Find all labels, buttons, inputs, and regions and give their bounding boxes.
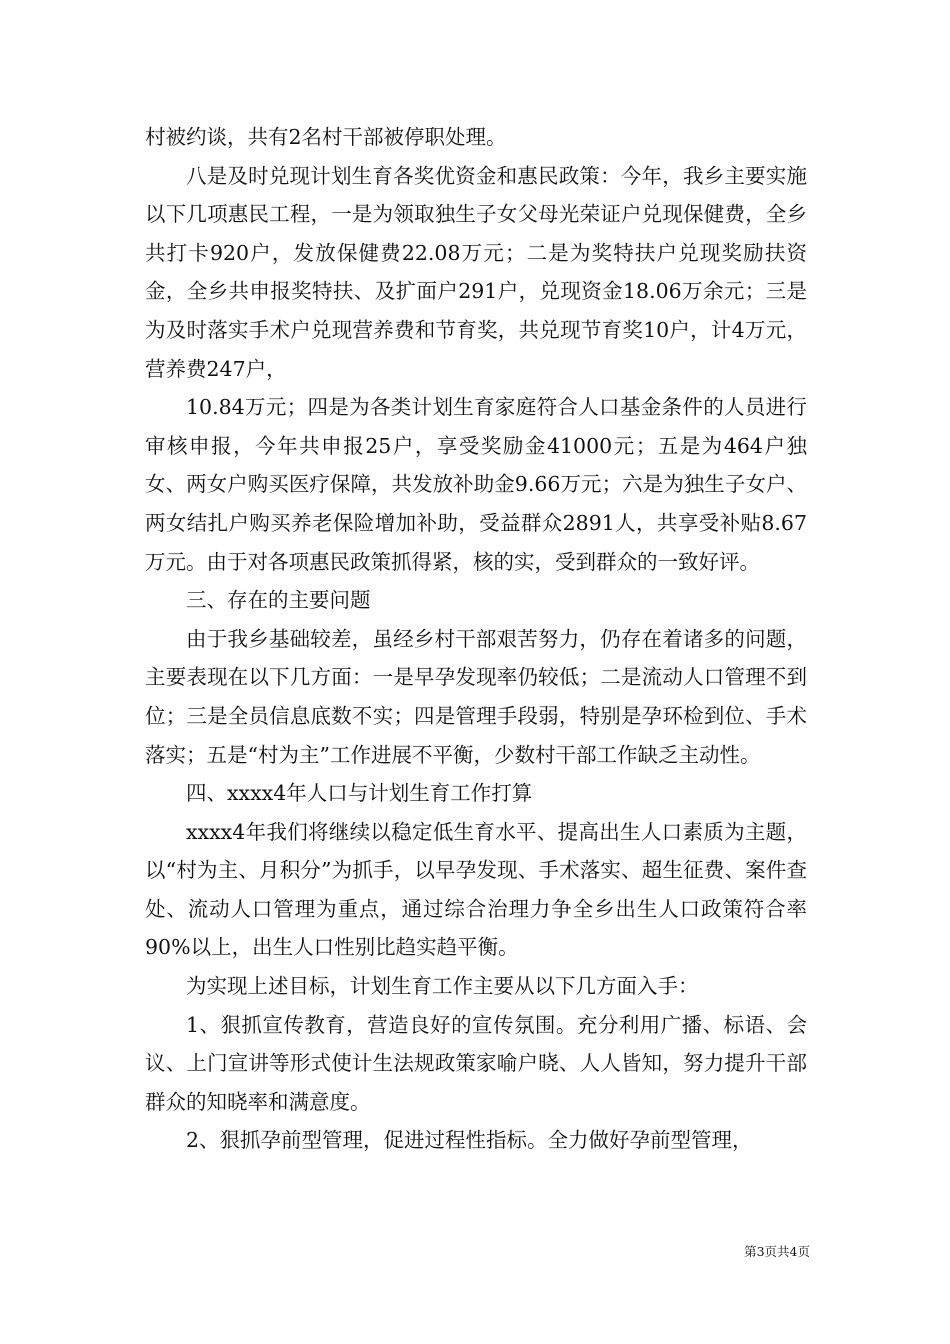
paragraph: 村被约谈，共有2名村干部被停职处理。 bbox=[145, 125, 507, 149]
paragraph: xxxx4年我们将继续以稳定低生育水平、提高出生人口素质为主题，以“村为主、月积分”为抓手，以早孕发现、手术落实、超生征费、案件查处、流动人口管理为重点，通过综合治理力争全乡出生人口政策符合率90%以上，出生人口性别比趋实趋平衡。 bbox=[145, 819, 807, 960]
paragraph: 八是及时兑现计划生育各奖优资金和惠民政策：今年，我乡主要实施以下几项惠民工程，一是为领取独生子女父母光荣证户兑现保健费，全乡共打卡920户，发放保健费22.08万元；二是为奖特扶户兑现奖励扶资金，全乡共申报奖特扶、及扩面户291户，兑现资金18.06万余元；三是为及时落实手术户兑现营养费和节育奖，共兑现节育奖10户，计4万元，营养费247户， bbox=[145, 163, 807, 381]
list-item: 2、狠抓孕前型管理，促进过程性指标。全力做好孕前型管理， bbox=[186, 1128, 753, 1153]
list-item: 1、狠抓宣传教育，营造良好的宣传氛围。充分利用广播、标语、会议、上门宣讲等形式使计生法规政策家喻户晓、人人皆知，努力提升干部群众的知晓率和满意度。 bbox=[145, 1012, 807, 1114]
document-body bbox=[145, 118, 807, 1160]
section-heading: 三、存在的主要问题 bbox=[186, 588, 371, 613]
paragraph: 由于我乡基础较差，虽经乡村干部艰苦努力，仍存在着诸多的问题，主要表现在以下几方面：一是早孕发现率仍较低；二是流动人口管理不到位；三是全员信息底数不实；四是管理手段弱，特别是孕环检到位、手术落实；五是“村为主”工作进展不平衡，少数村干部工作缺乏主动性。 bbox=[145, 626, 807, 767]
paragraph: 为实现上述目标，计划生育工作主要从以下几方面入手： bbox=[186, 974, 699, 999]
page-number-footer: 第3页共4页 bbox=[744, 1244, 810, 1259]
paragraph: 10.84万元；四是为各类计划生育家庭符合人口基金条件的人员进行审核申报，今年共申报25户，享受奖励金41000元；五是为464户独女、两女户购买医疗保障，共发放补助金9.66万元；六是为独生子女户、两女结扎户购买养老保险增加补助，受益群众2891人，共享受补贴8.67万元。由于对各项惠民政策抓得紧，核的实，受到群众的一致好评。 bbox=[145, 395, 807, 574]
section-heading: 四、xxxx4年人口与计划生育工作打算 bbox=[186, 781, 533, 806]
